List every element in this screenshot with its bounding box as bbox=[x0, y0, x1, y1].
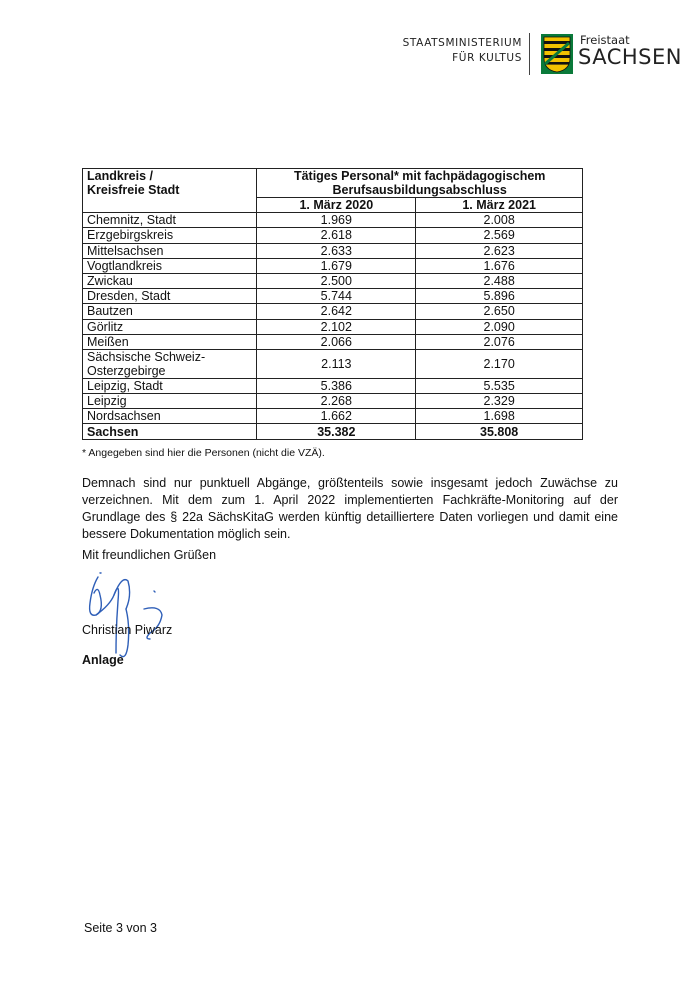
value-2021-cell: 5.535 bbox=[416, 378, 583, 393]
page-number: Seite 3 von 3 bbox=[84, 921, 157, 935]
value-2021-cell: 2.488 bbox=[416, 273, 583, 288]
table-row bbox=[83, 228, 583, 243]
year-2020-header: 1. März 2020 bbox=[257, 198, 416, 213]
region-column-header bbox=[83, 169, 257, 213]
value-2020-cell: 1.969 bbox=[257, 213, 416, 228]
value-2021-cell: 5.896 bbox=[416, 289, 583, 304]
state-label-small: Freistaat bbox=[580, 33, 630, 47]
body-paragraph: Demnach sind nur punktuell Abgänge, größtenteils sowie insgesamt jedoch Zuwächse zu verzeichnen. Mit dem zum 1. April 2022 implementierten Fachkräfte-Monitoring auf der Grundlage des § 22a SächsKitaG werden künftig detailliertere Daten vorliegen und damit eine bessere Dokumentation möglich sein. bbox=[82, 476, 618, 541]
region-header-line-1: Landkreis / bbox=[87, 169, 153, 183]
value-2020-cell: 5.386 bbox=[257, 378, 416, 393]
ministry-line-1: STAATSMINISTERIUM bbox=[402, 37, 522, 49]
closing-greeting: Mit freundlichen Grüßen bbox=[82, 548, 217, 562]
year-2021-header: 1. März 2021 bbox=[416, 198, 583, 213]
table-row bbox=[83, 334, 583, 349]
region-name-cell: Bautzen bbox=[83, 304, 257, 319]
value-2021-cell: 1.698 bbox=[416, 409, 583, 424]
value-2020-cell: 2.642 bbox=[257, 304, 416, 319]
ministry-line-2: FÜR KULTUS bbox=[452, 52, 522, 64]
value-2021-cell: 2.569 bbox=[416, 228, 583, 243]
footnote: * Angegeben sind hier die Personen (nicht die VZÄ). bbox=[82, 447, 325, 459]
value-2020-cell: 2.066 bbox=[257, 334, 416, 349]
value-2020-cell: 2.268 bbox=[257, 394, 416, 409]
group-header-line-2: Berufsausbildungsabschluss bbox=[332, 183, 507, 197]
region-header-line-2: Kreisfreie Stadt bbox=[87, 183, 180, 197]
letterhead-divider bbox=[529, 33, 530, 75]
table-row bbox=[83, 409, 583, 424]
region-name-cell: Meißen bbox=[83, 334, 257, 349]
region-name-cell: Vogtlandkreis bbox=[83, 258, 257, 273]
region-name-cell: Nordsachsen bbox=[83, 409, 257, 424]
value-2020-cell: 1.679 bbox=[257, 258, 416, 273]
ministry-name bbox=[403, 36, 522, 66]
value-2021-cell: 2.170 bbox=[416, 349, 583, 378]
value-2021-cell: 35.808 bbox=[416, 424, 583, 439]
letterhead bbox=[400, 33, 682, 77]
region-name-line-1: Sächsische Schweiz- bbox=[87, 349, 206, 364]
value-2020-cell: 2.113 bbox=[257, 349, 416, 378]
region-name-cell: Dresden, Stadt bbox=[83, 289, 257, 304]
region-name-cell: Mittelsachsen bbox=[83, 243, 257, 258]
table-row bbox=[83, 243, 583, 258]
region-name-cell: Sachsen bbox=[83, 424, 257, 439]
staff-table bbox=[82, 168, 583, 440]
value-2020-cell: 1.662 bbox=[257, 409, 416, 424]
table-row bbox=[83, 394, 583, 409]
region-name-cell: Görlitz bbox=[83, 319, 257, 334]
table-row bbox=[83, 304, 583, 319]
value-2021-cell: 2.090 bbox=[416, 319, 583, 334]
region-name-line-2: Osterzgebirge bbox=[87, 363, 166, 378]
table-row bbox=[83, 378, 583, 393]
saxony-coat-of-arms-icon bbox=[541, 34, 573, 74]
region-name-cell: Chemnitz, Stadt bbox=[83, 213, 257, 228]
group-header-line-1: Tätiges Personal* mit fachpädagogischem bbox=[293, 169, 546, 183]
table-row bbox=[83, 258, 583, 273]
value-2020-cell: 2.618 bbox=[257, 228, 416, 243]
region-name-cell: Leipzig, Stadt bbox=[83, 378, 257, 393]
region-name-cell bbox=[83, 349, 257, 378]
table-row bbox=[83, 319, 583, 334]
value-2021-cell: 2.623 bbox=[416, 243, 583, 258]
region-name-cell: Leipzig bbox=[83, 394, 257, 409]
value-2020-cell: 5.744 bbox=[257, 289, 416, 304]
value-2020-cell: 2.500 bbox=[257, 273, 416, 288]
value-2020-cell: 2.633 bbox=[257, 243, 416, 258]
region-name-cell: Zwickau bbox=[83, 273, 257, 288]
table-row bbox=[83, 213, 583, 228]
table-row bbox=[83, 289, 583, 304]
state-label-large: SACHSEN bbox=[578, 45, 682, 69]
value-2021-cell: 2.008 bbox=[416, 213, 583, 228]
table-row bbox=[83, 349, 583, 378]
region-name-cell: Erzgebirgskreis bbox=[83, 228, 257, 243]
table-row bbox=[83, 273, 583, 288]
staff-group-header bbox=[257, 169, 583, 198]
value-2020-cell: 35.382 bbox=[257, 424, 416, 439]
value-2021-cell: 1.676 bbox=[416, 258, 583, 273]
table-total-row bbox=[83, 424, 583, 439]
table-header-row bbox=[83, 169, 583, 198]
value-2021-cell: 2.329 bbox=[416, 394, 583, 409]
value-2020-cell: 2.102 bbox=[257, 319, 416, 334]
attachment-label: Anlage bbox=[82, 653, 124, 667]
value-2021-cell: 2.076 bbox=[416, 334, 583, 349]
value-2021-cell: 2.650 bbox=[416, 304, 583, 319]
signer-name: Christian Piwarz bbox=[82, 623, 173, 637]
